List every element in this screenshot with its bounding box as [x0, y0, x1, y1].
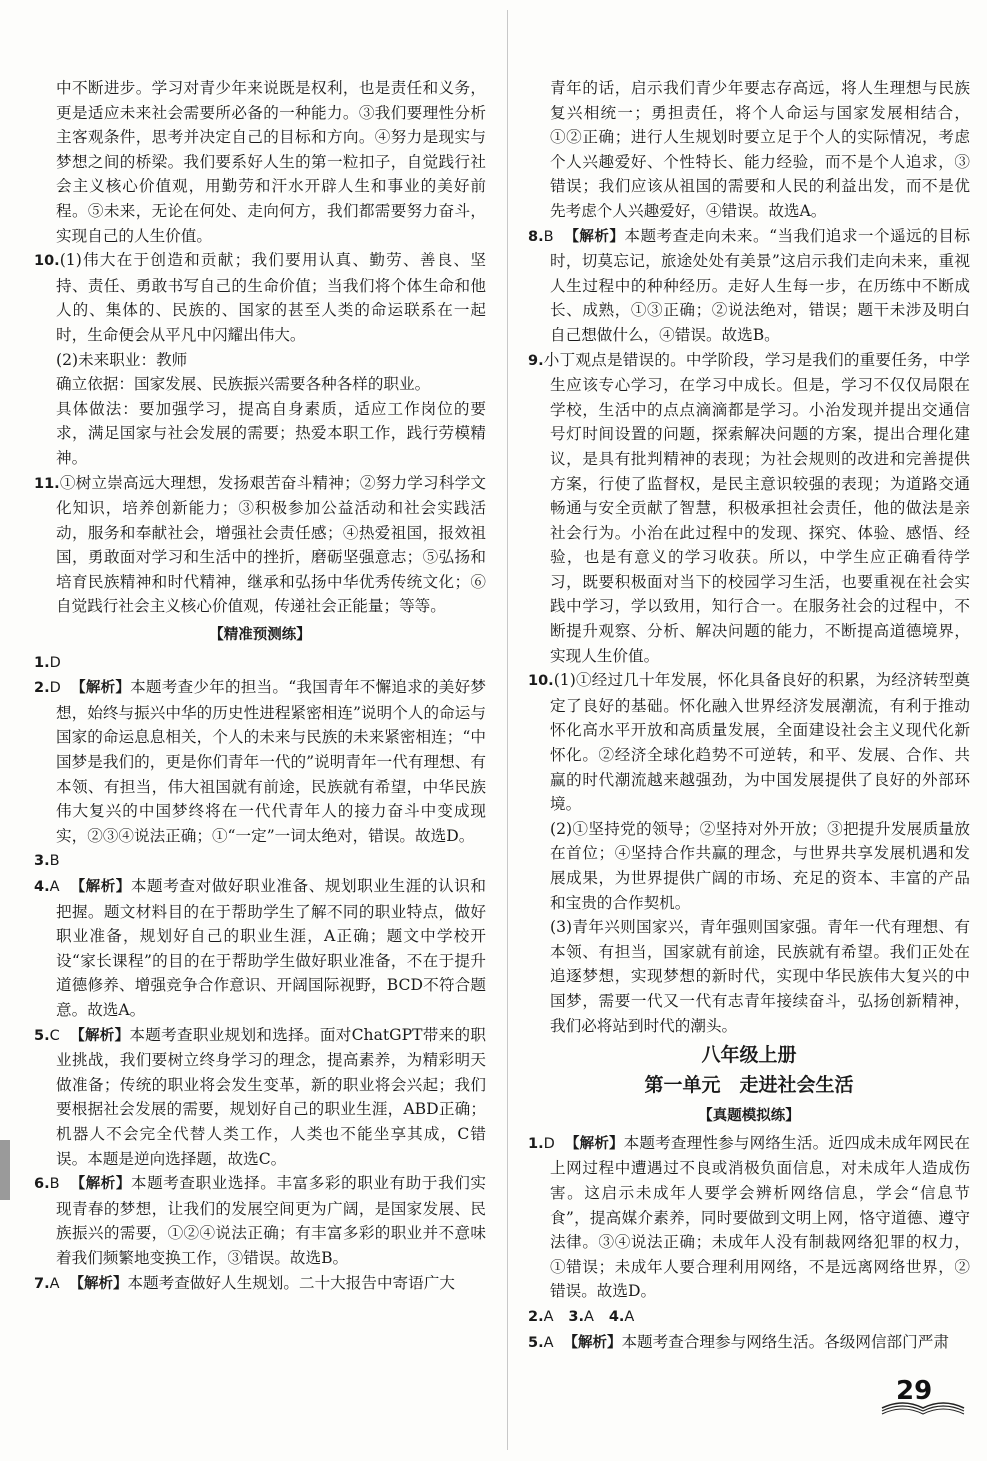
answer-text: (2)①坚持党的领导；②坚持对外开放；③把提升发展质量放在首位；④坚持合作共赢的理念，与世界共享发展机遇和发展成果，为世界提供广阔的市场、充足的资本、丰富的产品和宝贵的合作契机。 [550, 819, 970, 912]
answer-text: (1)①经过几十年发展，怀化具备良好的积累，为经济转型奠定了良好的基础。怀化融入世界经济发展潮流，有利于推动怀化高水平开放和高质量发展，全面建设社会主义现代化新怀化。②经济全球化趋势不可逆转，和平、发展、合作、共赢的时代潮流越来越强劲，为中国发展提供了良好的外部环境。 [550, 671, 970, 814]
question-10 [34, 248, 486, 470]
list-item: 4.A 【解析】本题考查对做好职业准备、规划职业生涯的认识和把握。题文材料目的在于帮助学生了解不同的职业特点，做好职业准备，规划好自己的职业生涯，A正确；题文中学校开设“家长课程”的目的在于帮助学生做好职业准备，不在于提升道德修养、增强竞争合作意识、开阔国际视野，BCD不符合题意。故选A。 [34, 877, 486, 1019]
answer-letter: A [624, 1308, 635, 1325]
question-11 [34, 471, 486, 620]
list-item: 5.A 【解析】本题考查合理参与网络生活。各级网信部门严肃 [528, 1332, 949, 1351]
analysis-tag: 【解析】 [563, 1334, 622, 1351]
question-number: 10. [528, 673, 554, 690]
list-item: 3.B [34, 853, 60, 870]
list-item: 1.D 【解析】本题考查理性参与网络生活。近四成未成年网民在上网过程中遭遇过不良或消极负面信息，对未成年人造成伤害。这启示未成年人要学会辨析网络信息，学会“信息节食”，提高媒介素养，同时要做到文明上网，恪守道德、遵守法律。③④说法正确；未成年人没有制裁网络犯罪的权力，①错误；未成年人要合理利用网络，不是远离网络世界，②错误。故选D。 [528, 1133, 970, 1301]
analysis-text: 本题考查少年的担当。“我国青年不懈追求的美好梦想，始终与振兴中华的历史性进程紧密相连”说明个人的命运与国家的命运息息相关，个人的未来与民族的未来紧密相连；“中国梦是我们的，更是你们青年一代的”说明青年一代有理想、有本领、有担当，伟大祖国就有前途，民族就有希望，中华民族伟大复兴的中国梦终将在一代代青年人的接力奋斗中变成现实，②③④说法正确；①“一定”一词太绝对，错误。故选D。 [56, 678, 487, 845]
answer-letter: A [543, 1334, 554, 1351]
answer-text: (1)伟大在于创造和贡献；我们要用认真、勤劳、善良、坚持、责任、勇敢书写自己的生命价值；当我们将个体生命和他人的、集体的、民族的、国家的甚至人类的命运联系在一起时，生命便会从平凡中闪耀出伟大。 [56, 251, 486, 344]
column-divider [507, 10, 508, 1450]
question-9: 9.小丁观点是错误的。中学阶段，学习是我们的重要任务，中学生应该专心学习，在学习中成长。但是，学习不仅仅局限在学校，生活中的点点滴滴都是学习。小治发现并提出交通信号灯时间设置的问题，探索解决问题的方案，提出合理化建议，是具有批判精神的表现；为社会规则的改进和完善提供方案，行使了监督权，是民主意识较强的表现；为道路交通畅通与安全贡献了智慧，积极承担社会责任，他的做法是亲社会行为。小治在此过程中的发现、探究、体验、感悟、经验，也是有意义的学习收获。所以，中学生应正确看待学习，既要积极面对当下的校园学习生活，也要重视在社会实践中学习，学以致用，知行合一。在服务社会的过程中，不断提升观察、分析、解决问题的能力，不断提高道德境界，实现人生价值。 [528, 350, 970, 665]
grade-heading: 八年级上册 [701, 1044, 797, 1067]
section-heading-precise-prediction: 【精准预测练】 [209, 627, 311, 644]
analysis-text: 本题考查理性参与网络生活。近四成未成年网民在上网过程中遭遇过不良或消极负面信息，对未成年人造成伤害。这启示未成年人要学会辨析网络信息，学会“信息节食”，提高媒介素养，同时要做到文明上网，恪守道德、遵守法律。③④说法正确；未成年人没有制裁网络犯罪的权力，①错误；未成年人要合理利用网络，不是远离网络世界，②错误。故选D。 [550, 1133, 970, 1301]
analysis-tag: 【解析】 [564, 228, 625, 245]
answer-letter: B [49, 1176, 60, 1193]
analysis-tag: 【解析】 [70, 1027, 130, 1044]
analysis-text: 本题考查职业规划和选择。面对ChatGPT带来的职业挑战，我们要树立终身学习的理念，提高素养，为精彩明天做准备；传统的职业将会发生变革，新的职业将会兴起；我们要根据社会发展的需要，规划好自己的职业生涯，ABD正确；机器人不会完全代替人类工作，人类也不能坐享其成，C错误。本题是逆向选择题，故选C。 [56, 1025, 487, 1168]
analysis-text: 本题考查走向未来。“当我们追求一个遥远的目标时，切莫忘记，旅途处处有美景”这启示我们走向未来，重视人生过程中的种种经历。走好人生每一步，在历练中不断成长、成熟，①③正确；②说法绝对，错误；题干未涉及明白自己想做什么，④错误。故选B。 [550, 226, 970, 344]
analysis-tag: 【解析】 [565, 1135, 624, 1152]
analysis-text: 本题考查对做好职业准备、规划职业生涯的认识和把握。题文材料目的在于帮助学生了解不同的职业特点，做好职业准备，规划好自己的职业生涯，A正确；题文中学校开设“家长课程”的目的在于帮助学生做好职业准备，不在于提升道德修养、增强竞争合作意识、开阔国际视野，BCD不符合题意。故选A。 [56, 877, 486, 1019]
question-8: 8.B 【解析】本题考查走向未来。“当我们追求一个遥远的目标时，切莫忘记，旅途处处有美景”这启示我们走向未来，重视人生过程中的种种经历。走好人生每一步，在历练中不断成长、成熟，①③正确；②说法绝对，错误；题干未涉及明白自己想做什么，④错误。故选B。 [528, 226, 970, 344]
list-item: 5.C 【解析】本题考查职业规划和选择。面对ChatGPT带来的职业挑战，我们要树立终身学习的理念，提高素养，为精彩明天做准备；传统的职业将会发生变革，新的职业将会兴起；我们要根据社会发展的需要，规划好自己的职业生涯，ABD正确；机器人不会完全代替人类工作，人类也不能坐享其成，C错误。本题是逆向选择题，故选C。 [34, 1025, 487, 1168]
analysis-tag: 【解析】 [69, 1275, 128, 1292]
page-number-badge [878, 1376, 968, 1416]
list-item: 6.B 【解析】本题考查职业选择。丰富多彩的职业有助于我们实现青春的梦想，让我们的发展空间更为广阔，是国家发展、民族振兴的需要，①②④说法正确；有丰富多彩的职业并不意味着我们频繁地变换工作，③错误。故选B。 [34, 1174, 486, 1267]
question-list [34, 650, 486, 1296]
unit-heading: 第一单元 走进社会生活 [644, 1074, 854, 1097]
answer-text: ①树立崇高远大理想，发扬艰苦奋斗精神；②努力学习科学文化知识，培养创新能力；③积极参加公益活动和社会实践活动，服务和奉献社会，增强社会责任感；④热爱祖国，报效祖国，勇敢面对学习和生活中的挫折，磨砺坚强意志；⑤弘扬和培育民族精神和时代精神，继承和弘扬中华优秀传统文化；⑥自觉践行社会主义核心价值观，传递社会正能量；等等。 [56, 473, 486, 616]
answer-text: (2)未来职业：教师 [56, 350, 188, 369]
analysis-tag: 【解析】 [70, 879, 131, 895]
analysis-text: 本题考查职业选择。丰富多彩的职业有助于我们实现青春的梦想，让我们的发展空间更为广阔，是国家发展、民族振兴的需要，①②④说法正确；有丰富多彩的职业并不意味着我们频繁地变换工作，③错误。故选B。 [56, 1174, 486, 1267]
continuation-paragraph: 中不断进步。学习对青少年来说既是权利，也是责任和义务，更是适应未来社会需要所必备的一种能力。③我们要理性分析主客观条件，思考并决定自己的目标和方向。④努力是现实与梦想之间的桥梁。我们要系好人生的第一粒扣子，自觉践行社会主义核心价值观，用勤劳和汗水开辟人生和事业的美好前程。⑤未来，无论在何处、走向何方，我们都需要努力奋斗，实现自己的人生价值。 [56, 79, 486, 245]
answer-text: 确立依据：国家发展、民族振兴需要各种各样的职业。 [56, 375, 431, 394]
binding-edge-mark [0, 1140, 10, 1200]
question-10-right [528, 668, 970, 1038]
analysis-text: 本题考查做好人生规划。二十大报告中寄语广大 [127, 1273, 455, 1292]
answer-letter: B [543, 228, 554, 245]
answer-text: (3)青年兴则国家兴，青年强则国家强。青年一代有理想、有本领、有担当，国家就有前途，民族就有希望。我们正处在追逐梦想，实现梦想的新时代，实现中华民族伟大复兴的中国梦，需要一代又一代有志青年接续奋斗，弘扬创新精神，我们必将站到时代的潮头。 [550, 918, 970, 1035]
answer-letter: B [49, 853, 60, 870]
list-item: 1.D [34, 654, 61, 671]
right-column [528, 76, 970, 1355]
section-heading-real-mock: 【真题模拟练】 [698, 1108, 800, 1125]
answer-letter: C [49, 1027, 60, 1044]
answer-letter: A [584, 1308, 594, 1325]
analysis-text: 本题考查合理参与网络生活。各级网信部门严肃 [621, 1332, 949, 1351]
continuation-paragraph: 青年的话，启示我们青少年要志存高远，将人生理想与民族复兴相统一；勇担责任，将个人命运与国家发展相结合，①②正确；进行人生规划时要立足于个人的实际情况，考虑个人兴趣爱好、个性特长、能力经验，而不是个人追求，③错误；我们应该从祖国的需要和人民的利益出发，而不是优先考虑个人兴趣爱好，④错误。故选A。 [550, 79, 970, 220]
open-book-icon [878, 1394, 968, 1416]
list-item: 7.A 【解析】本题考查做好人生规划。二十大报告中寄语广大 [34, 1273, 455, 1292]
answer-letter: D [543, 1135, 555, 1152]
answer-text: 小丁观点是错误的。中学阶段，学习是我们的重要任务，中学生应该专心学习，在学习中成长。但是，学习不仅仅局限在学校，生活中的点点滴滴都是学习。小治发现并提出交通信号灯时间设置的问题，探索解决问题的方案，提出合理化建议，是具有批判精神的表现；为社会规则的改进和完善提供方案，行使了监督权，是民主意识较强的表现；为道路交通畅通与安全贡献了智慧，积极承担社会责任，他的做法是亲社会行为。小治在此过程中的发现、探究、体验、感悟、经验，也是有意义的学习收获。所以，中学生应正确看待学习，既要积极面对当下的校园学习生活，也要重视在社会实践中学习，学以致用，知行合一。在服务社会的过程中，不断提升观察、分析、解决问题的能力，不断提高道德境界，实现人生价值。 [543, 350, 970, 665]
analysis-tag: 【解析】 [70, 1176, 131, 1193]
answer-letter: D [49, 654, 61, 671]
answer-letter: A [49, 879, 60, 895]
answer-letter: D [49, 680, 61, 697]
question-number: 10. [34, 253, 60, 270]
answer-letter: A [543, 1308, 554, 1325]
analysis-tag: 【解析】 [71, 680, 131, 697]
answer-text: 具体做法：要加强学习，提高自身素质，适应工作岗位的要求，满足国家与社会发展的需要；热爱本职工作，践行劳模精神。 [56, 399, 486, 467]
page-number: 29 [896, 1376, 933, 1406]
list-item: 2.A 3.A 4.A [528, 1308, 635, 1325]
question-number: 11. [34, 475, 60, 492]
left-column [34, 76, 486, 1296]
list-item: 2.D 【解析】本题考查少年的担当。“我国青年不懈追求的美好梦想，始终与振兴中华的历史性进程紧密相连”说明个人的命运与国家的命运息息相关，个人的未来与民族的未来紧密相连；“中国梦是我们的，更是你们青年一代的”说明青年一代有理想、有本领、有担当，伟大祖国就有前途，民族就有希望，中华民族伟大复兴的中国梦终将在一代代青年人的接力奋斗中变成现实，②③④说法正确；①“一定”一词太绝对，错误。故选D。 [34, 678, 487, 845]
answer-letter: A [49, 1275, 60, 1292]
